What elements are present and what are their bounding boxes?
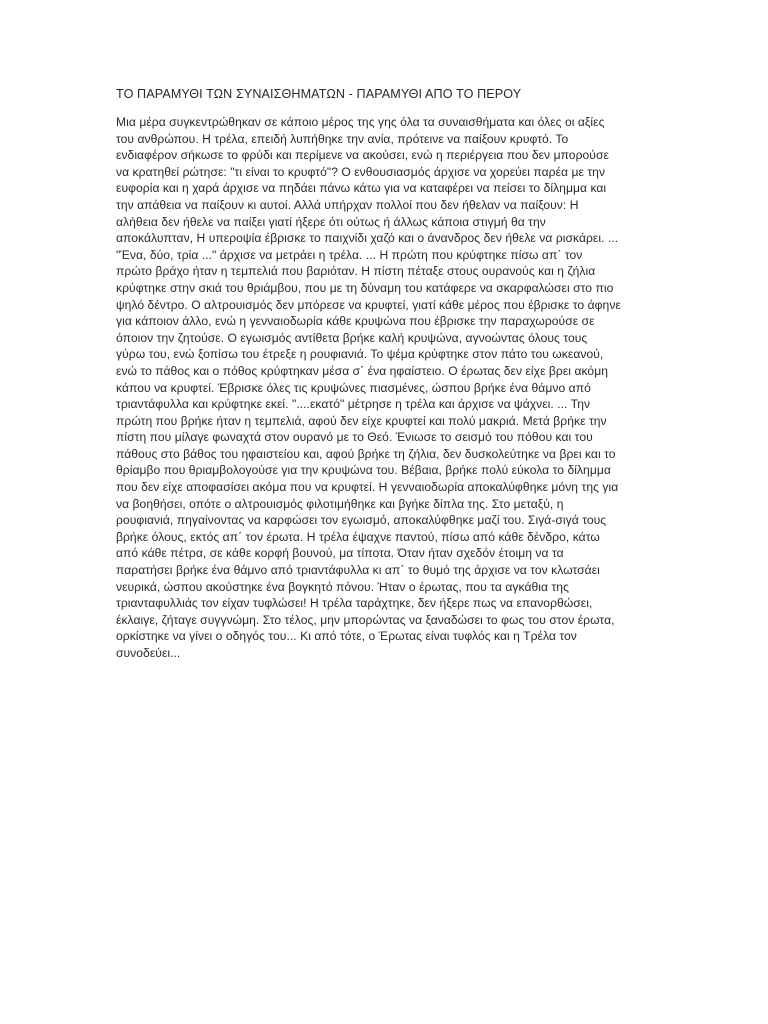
body-text-line: βρήκε όλους, εκτός απ΄ τον έρωτα. Η τρέλα έψαχνε παντού, πίσω από κάθε δένδρο, κάτω (116, 529, 600, 544)
body-text-line: "Ένα, δύο, τρία ..." άρχισε να μετράει η τρέλα. ... Η πρώτη που κρύφτηκε πίσω απ΄ τον (116, 247, 583, 262)
body-text-line: θρίαμβο που θριαμβολογούσε για την κρυψώνα του. Βέβαια, βρήκε πολύ εύκολα το δίλημμα (116, 463, 611, 478)
body-text-line: τριανταφυλλιάς τον είχαν τυφλώσει! Η τρέλα ταράχτηκε, δεν ήξερε πως να επανορθώσει, (116, 596, 593, 611)
body-text-line: ενδιαφέρον σήκωσε το φρύδι και περίμενε να ακούσει, ενώ η περιέργεια που δεν μπορούσε (116, 148, 609, 163)
body-text-line: έκλαιγε, ζήταγε συγγνώμη. Στο τέλος, μην μπορώντας να ξαναδώσει το φως του στον έρωτα, (116, 612, 615, 627)
body-text-line: νευρικά, ώσπου ακούστηκε ένα βογκητό πόνου. Ήταν ο έρωτας, που τα αγκάθια της (116, 579, 569, 594)
body-text-line: συνοδεύει... (116, 646, 181, 660)
body-text-line: κάπου να κρυφτεί. Έβρισκε όλες τις κρυψώνες πιασμένες, ώσπου βρήκε ένα θάμνο από (116, 380, 591, 395)
body-text-line: αποκάλυπταν, Η υπεροψία έβρισκε το παιχνίδι χαζό και ο άνανδρος δεν ήθελε να ρισκάρει. ... (116, 231, 619, 246)
body-text-line: πρώτο βράχο ήταν η τεμπελιά που βαριόταν. Η πίστη πέταξε στους ουρανούς και η ζήλια (116, 264, 596, 279)
body-text-line: γύρω του, ενώ ξοπίσω του έτρεξε η ρουφιανιά. Το ψέμα κρύφτηκε στον πάτο του ωκεανού, (116, 347, 604, 362)
body-text-line: για κάποιον άλλο, ενώ η γενναιοδωρία κάθε κρυψώνα που έβρισκε την παραχωρούσε σε (116, 314, 595, 329)
body-text-line: που δεν είχε αποφασίσει ακόμα που να κρυφτεί. Η γενναιοδωρία αποκαλύφθηκε μόνη της για (116, 480, 619, 495)
body-text-line: όποιον την ζητούσε. Ο εγωισμός αντίθετα βρήκε καλή κρυψώνα, αγνοώντας όλους τους (116, 330, 588, 345)
body-text-line: να βοηθήσει, οπότε ο αλτρουισμός φιλοτιμήθηκε και βγήκε δίπλα της. Στο μεταξύ, η (116, 496, 564, 511)
body-text-line: πίστη που μίλαγε φωναχτά στον ουρανό με το Θεό. Ένιωσε το σεισμό του πόθου και του (116, 430, 593, 445)
body-text-line: τριαντάφυλλα και κρύφτηκε εκεί. "....εκατό" μέτρησε η τρέλα και άρχισε να ψάχνει. ... Την (116, 397, 591, 412)
body-text-line: Μια μέρα συγκεντρώθηκαν σε κάποιο μέρος της γης όλα τα συναισθήματα και όλες οι αξίες (116, 115, 605, 129)
document-body (116, 114, 676, 662)
body-text-line: αλήθεια δεν ήθελε να παίξει γιατί ήξερε ότι ούτως ή άλλως κάποια στιγμή θα την (116, 214, 546, 229)
body-text-line: ενώ το πάθος και ο πόθος κρύφτηκαν μέσα σ΄ ένα ηφαίστειο. Ο έρωτας δεν είχε βρει ακόμη (116, 363, 608, 378)
body-text-line: πρώτη που βρήκε ήταν η τεμπελιά, αφού δεν είχε κρυφτεί και πολύ μακριά. Μετά βρήκε την (116, 413, 607, 428)
body-text-line: ρουφιανιά, πηγαίνοντας να καρφώσει τον εγωισμό, αποκαλύφθηκε μαζί του. Σιγά-σιγά τους (116, 513, 607, 528)
body-text-line: να κρατηθεί ρώτησε: "τι είναι το κρυφτό"? Ο ενθουσιασμός άρχισε να χορεύει παρέα με την (116, 164, 606, 179)
body-text-line: την απάθεια να παίξουν κι αυτοί. Αλλά υπήρχαν πολλοί που δεν ήθελαν να παίξουν: Η (116, 197, 579, 212)
body-text-line: ευφορία και η χαρά άρχισε να πηδάει πάνω κάτω για να καταφέρει να πείσει το δίλημμα και (116, 181, 607, 196)
body-text-line: ψηλό δέντρο. Ο αλτρουισμός δεν μπόρεσε να κρυφτεί, γιατί κάθε μέρος που έβρισκε το άφηνε (116, 297, 621, 312)
body-text-line: του ανθρώπου. Η τρέλα, επειδή λυπήθηκε την ανία, πρότεινε να παίξουν κρυφτό. Το (116, 131, 569, 146)
body-text-line: πάθους στο βάθος του ηφαιστείου και, αφού βρήκε τη ζήλια, δεν δυσκολεύτηκε να βρει και το (116, 446, 616, 461)
body-text-line: από κάθε πέτρα, σε κάθε κορφή βουνού, μα τίποτα. Όταν ήταν σχεδόν έτοιμη να τα (116, 546, 564, 561)
body-text-line: κρύφτηκε στην σκιά του θριάμβου, που με τη δύναμη του κατάφερε να σκαρφαλώσει στο πιο (116, 280, 614, 295)
body-text-line: παρατήσει βρήκε ένα θάμνο από τριαντάφυλλα κι απ΄ το θυμό της άρχισε να τον κλωτσάει (116, 563, 600, 578)
body-text-line: ορκίστηκε να γίνει ο οδηγός του... Κι από τότε, ο Έρωτας είναι τυφλός και η Τρέλα τον (116, 629, 577, 644)
document-title: ΤΟ ΠΑΡΑΜΥΘΙ ΤΩΝ ΣΥΝΑΙΣΘΗΜΑΤΩΝ - ΠΑΡΑΜΥΘΙ ΑΠΟ ΤΟ ΠΕΡΟΥ (116, 87, 522, 101)
